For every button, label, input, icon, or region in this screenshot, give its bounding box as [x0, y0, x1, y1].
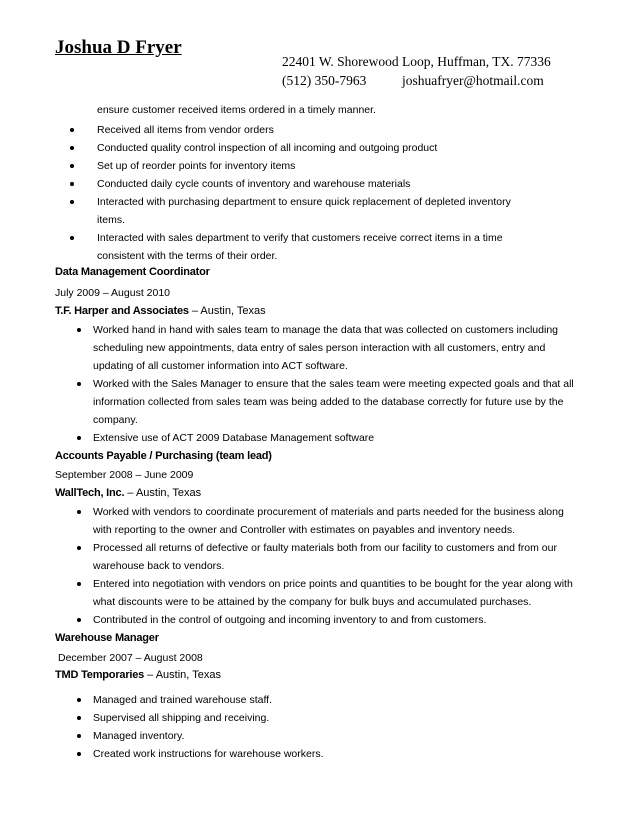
job-dates: December 2007 – August 2008	[58, 652, 203, 664]
bullet-icon	[77, 716, 81, 720]
job-bullet-list	[93, 321, 583, 447]
job-bullet-list	[93, 503, 583, 629]
bullet-icon	[70, 182, 74, 186]
list-item: Worked with the Sales Manager to ensure that the sales team were meeting expected goals and that all information collected from sales team was being added to the database correctly for future use by the company.	[93, 375, 583, 429]
company-name: TMD Temporaries	[55, 669, 145, 681]
company-location: – Austin, Texas	[144, 669, 221, 681]
list-item: Worked with vendors to coordinate procurement of materials and parts needed for the business along with reporting to the owner and Controller with estimates on payables and inventory needs.	[93, 503, 583, 539]
bullet-icon	[77, 734, 81, 738]
bullet-icon	[77, 546, 81, 550]
job-company	[55, 669, 221, 681]
list-item: Worked hand in hand with sales team to manage the data that was collected on customers including scheduling new appointments, data entry of sales person interaction with all customers, entry and updating of all customer information into ACT software.	[93, 321, 583, 375]
address: 22401 W. Shorewood Loop, Huffman, TX. 77336	[282, 54, 551, 69]
list-item: Conducted daily cycle counts of inventory and warehouse materials	[97, 175, 517, 193]
email: joshuafryer@hotmail.com	[402, 73, 544, 88]
company-name: WallTech, Inc.	[55, 487, 125, 499]
list-item: Supervised all shipping and receiving.	[93, 709, 583, 727]
list-item: Interacted with purchasing department to ensure quick replacement of depleted inventory items.	[97, 193, 517, 229]
company-location: – Austin, Texas	[188, 305, 266, 317]
intro-continuation: ensure customer received items ordered in a timely manner.	[97, 104, 376, 116]
company-location: – Austin, Texas	[124, 487, 202, 499]
list-item: Set up of reorder points for inventory items	[97, 157, 517, 175]
job-title: Warehouse Manager	[55, 632, 159, 644]
bullet-icon	[70, 128, 74, 132]
bullet-icon	[77, 382, 81, 386]
bullet-icon	[77, 698, 81, 702]
company-name: T.F. Harper and Associates	[55, 305, 189, 317]
bullet-icon	[70, 200, 74, 204]
bullet-icon	[77, 752, 81, 756]
bullet-icon	[77, 510, 81, 514]
list-item: Interacted with sales department to verify that customers receive correct items in a time consistent with the terms of their order.	[97, 229, 517, 265]
list-item: Managed and trained warehouse staff.	[93, 691, 583, 709]
job-bullet-list	[93, 691, 583, 763]
phone-email-row	[282, 71, 551, 90]
list-item: Conducted quality control inspection of all incoming and outgoing product	[97, 139, 517, 157]
list-item: Entered into negotiation with vendors on price points and quantities to be bought for the year along with what discounts were to be attained by the company for bulk buys and accumulated purchases.	[93, 575, 583, 611]
list-item: Extensive use of ACT 2009 Database Management software	[93, 429, 583, 447]
bullet-icon	[77, 436, 81, 440]
job-title: Accounts Payable / Purchasing (team lead)	[55, 450, 272, 462]
bullet-icon	[70, 164, 74, 168]
bullet-icon	[77, 582, 81, 586]
list-item: Processed all returns of defective or faulty materials both from our facility to customers and from our warehouse back to vendors.	[93, 539, 583, 575]
contact-block	[282, 52, 551, 90]
bullet-icon	[77, 328, 81, 332]
job-company	[55, 305, 266, 317]
bullet-icon	[70, 146, 74, 150]
candidate-name: Joshua D Fryer	[55, 37, 182, 58]
list-item: Created work instructions for warehouse workers.	[93, 745, 583, 763]
job-company	[55, 487, 201, 499]
job-dates: July 2009 – August 2010	[55, 287, 171, 299]
bullet-icon	[70, 236, 74, 240]
bullet-icon	[77, 618, 81, 622]
job-title: Data Management Coordinator	[55, 266, 210, 278]
intro-bullet-list	[97, 121, 517, 265]
list-item: Received all items from vendor orders	[97, 121, 517, 139]
job-dates: September 2008 – June 2009	[55, 469, 194, 481]
phone: (512) 350-7963	[282, 73, 367, 88]
list-item: Managed inventory.	[93, 727, 583, 745]
list-item: Contributed in the control of outgoing and incoming inventory to and from customers.	[93, 611, 583, 629]
